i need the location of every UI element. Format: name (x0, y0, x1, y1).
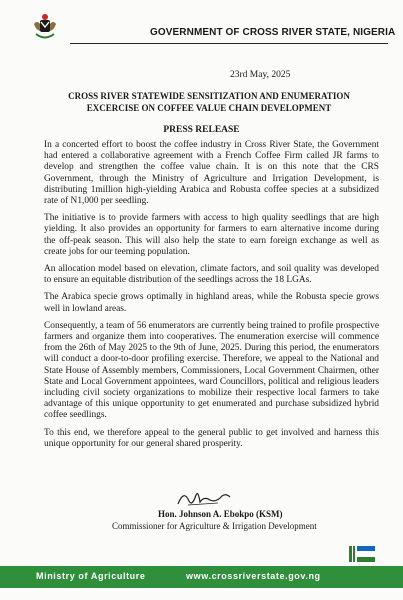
press-title (44, 91, 374, 114)
footer-website-link[interactable]: www.crossriverstate.gov.ng (186, 571, 321, 581)
press-title-line-1: CROSS RIVER STATEWIDE SENSITIZATION AND ENUMERATION (68, 91, 350, 101)
state-flag-icon (349, 546, 375, 562)
paragraph-1: In a concerted effort to boost the coffee industry in Cross River State, the Government had entered a collaborative agreement with a French Coffee Firm called JR farms to develop and strengthen the coffee value chain. It is on this note that the CRS Government, through the Ministry of Agriculture and Irrigation Development, is distributing 1million high-yielding Arabica and Robusta coffee species at a subsidized rate of N1,000 per seedling. (44, 140, 379, 207)
paragraph-5: Consequently, a team of 56 enumerators are currently being trained to profile prospective farmers and organize them into cooperatives. The enumeration exercise will commence from the 26th of May 2025 to the 9th of June, 2025. During this period, the enumerators will conduct a door-to-door profiling exercise. Therefore, we appeal to the National and State House of Assembly members, Commissioners, Local Government Chairmen, other State and Local Government appointees, ward Councillors, political and religious leaders including civil society organizations to mobilize their respective local farmers to take advantage of this unique opportunity to get enumerated and purchase subsidized hybrid coffee seedlings. (44, 320, 379, 421)
letterhead (0, 0, 403, 52)
government-title: GOVERNMENT OF CROSS RIVER STATE, NIGERIA (150, 27, 396, 38)
footer-ministry: Ministry of Agriculture (36, 571, 146, 581)
signatory-title: Commissioner for Agriculture & Irrigation Development (112, 521, 317, 531)
footer-bar (0, 566, 403, 588)
press-title-line-2: EXCERCISE ON COFFEE VALUE CHAIN DEVELOPMENT (86, 102, 332, 113)
press-release-heading: PRESS RELEASE (163, 125, 240, 135)
paragraph-6: To this end, we therefore appeal to the general public to get involved and harness this unique opportunity for our general shared prosperity. (44, 427, 379, 449)
signature-icon (174, 487, 234, 509)
letter-date: 23rd May, 2025 (230, 70, 291, 80)
paragraph-4: The Arabica specie grows optimally in highland areas, while the Robusta specie grows well in lowland areas. (44, 292, 379, 314)
paragraph-2: The initiative is to provide farmers with access to high quality seedlings that are high yielding. It also provides an opportunity for farmers to earn alternative income during the off-peak season. This will also help the state to earn foreign exchange as well as create jobs for our teeming population. (44, 213, 379, 257)
coat-of-arms-icon (30, 12, 60, 42)
letter-body (44, 140, 379, 456)
header-rule (70, 43, 388, 44)
paragraph-3: An allocation model based on elevation, climate factors, and soil quality was developed to ensure an equitable distribution of the seedlings across the 18 LGAs. (44, 264, 379, 286)
signatory-name: Hon. Johnson A. Ebokpo (KSM) (158, 509, 283, 519)
